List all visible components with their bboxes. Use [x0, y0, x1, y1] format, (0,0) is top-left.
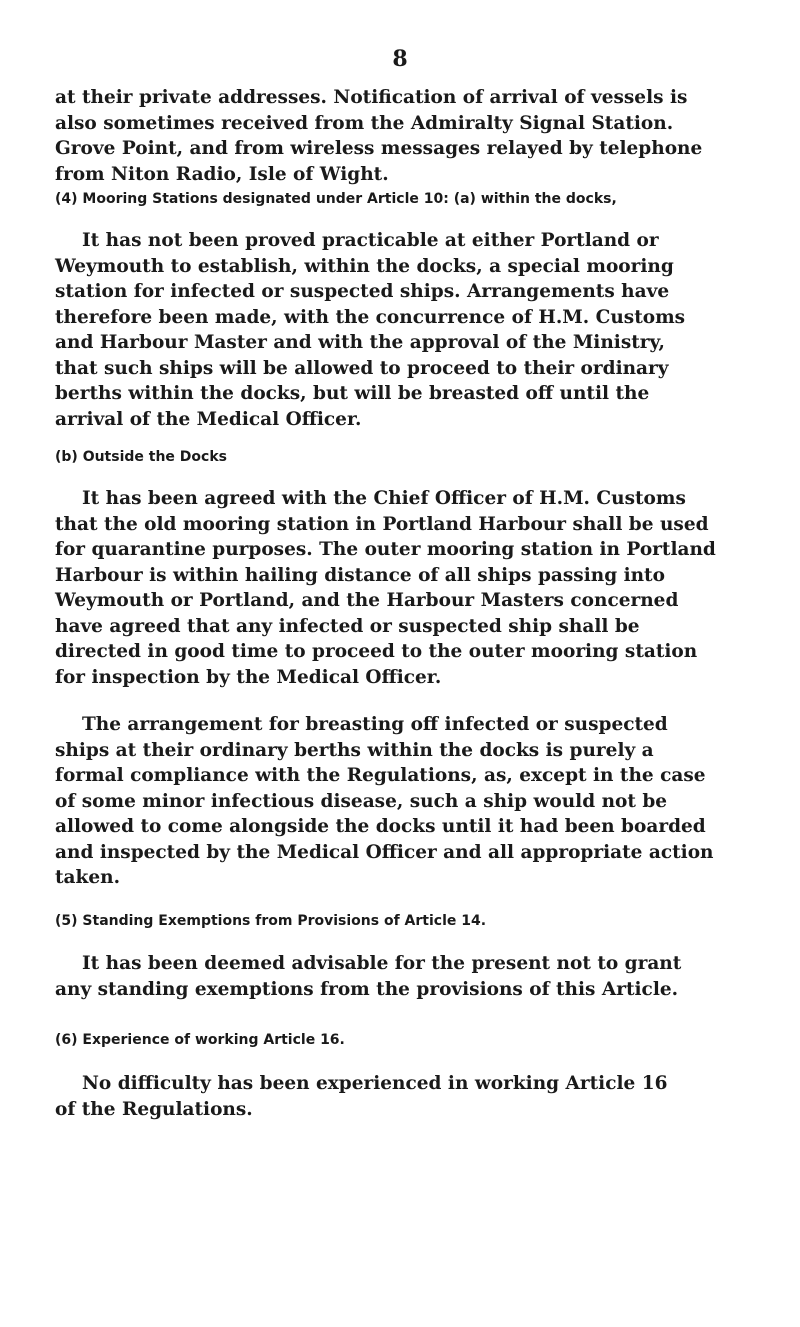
text-line: and Harbour Master and with the approval of the Ministry,: [55, 332, 665, 353]
page-number: 8: [392, 46, 408, 72]
text-line: allowed to come alongside the docks until it had been boarded: [55, 816, 706, 837]
exemptions-paragraph: [55, 951, 745, 1002]
text-line: and inspected by the Medical Officer and all appropriate action: [55, 841, 714, 863]
section-heading-outside: (b) Outside the Docks: [55, 449, 227, 465]
text-line: for quarantine purposes. The outer mooring station in Portland: [55, 539, 716, 560]
outside-paragraph: [55, 486, 745, 690]
text-line: therefore been made, with the concurrence of H.M. Customs: [55, 306, 686, 328]
text-line: for inspection by the Medical Officer.: [55, 666, 442, 688]
text-line: taken.: [55, 867, 121, 888]
text-line: have agreed that any infected or suspected ship shall be: [55, 615, 640, 637]
breasting-paragraph: [55, 712, 745, 891]
text-line: No difficulty has been experienced in working Article 16: [82, 1073, 668, 1094]
text-line: station for infected or suspected ships. Arrangements have: [55, 281, 670, 302]
text-line: The arrangement for breasting off infected or suspected: [82, 714, 668, 735]
text-line: of some minor infectious disease, such a ship would not be: [55, 790, 668, 812]
text-line: from Niton Radio, Isle of Wight.: [55, 163, 389, 185]
text-line: any standing exemptions from the provisions of this Article.: [55, 978, 679, 1000]
text-line: Weymouth or Portland, and the Harbour Masters concerned: [55, 590, 679, 611]
text-line: that the old mooring station in Portland Harbour shall be used: [55, 513, 709, 535]
text-line: It has been agreed with the Chief Officer of H.M. Customs: [82, 488, 686, 509]
text-line: ships at their ordinary berths within the docks is purely a: [55, 739, 654, 761]
section-heading-experience: (6) Experience of working Article 16.: [55, 1032, 345, 1048]
text-line: It has been deemed advisable for the present not to grant: [82, 953, 682, 974]
text-line: at their private addresses. Notification of arrival of vessels is: [55, 87, 688, 108]
text-line: It has not been proved practicable at either Portland or: [82, 230, 659, 251]
text-line: Grove Point, and from wireless messages relayed by telephone: [55, 138, 703, 159]
text-line: arrival of the Medical Officer.: [55, 408, 362, 430]
text-line: also sometimes received from the Admiralty Signal Station.: [55, 112, 674, 134]
experience-paragraph: [55, 1071, 745, 1122]
text-line: formal compliance with the Regulations, as, except in the case: [55, 765, 706, 786]
text-line: berths within the docks, but will be breasted off until the: [55, 383, 650, 404]
text-line: that such ships will be allowed to proceed to their ordinary: [55, 357, 669, 379]
text-line: directed in good time to proceed to the outer mooring station: [55, 641, 698, 662]
section-heading-mooring: (4) Mooring Stations designated under Article 10: (a) within the docks,: [55, 191, 617, 207]
text-line: Weymouth to establish, within the docks, a special mooring: [55, 255, 674, 277]
text-line: of the Regulations.: [55, 1098, 253, 1120]
section-heading-exemptions: (5) Standing Exemptions from Provisions of Article 14.: [55, 913, 487, 929]
text-line: Harbour is within hailing distance of all ships passing into: [55, 564, 665, 586]
intro-paragraph: [55, 85, 745, 187]
mooring-paragraph: [55, 228, 745, 432]
